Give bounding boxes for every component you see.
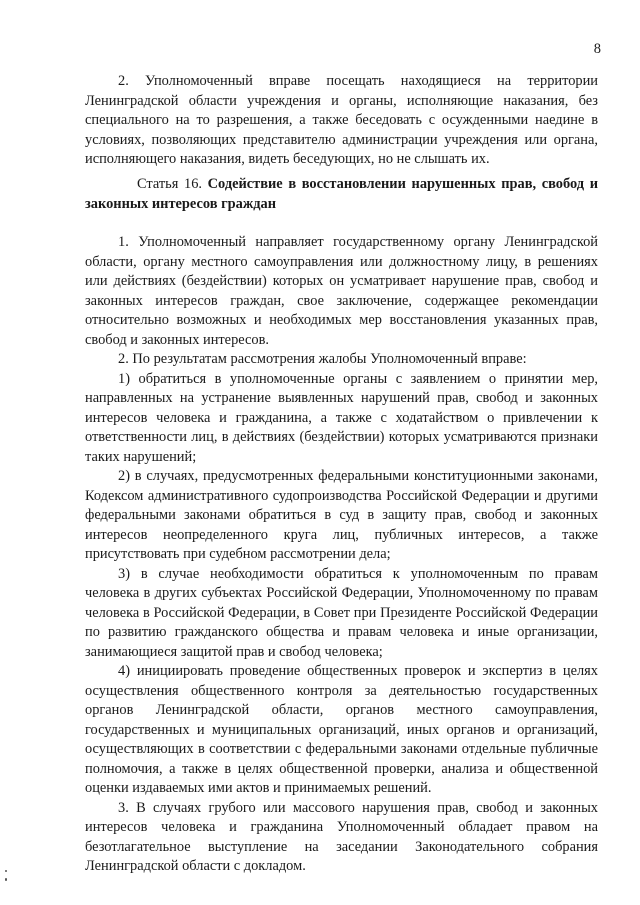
page-number: 8 [593, 41, 601, 57]
paragraph: 2. Уполномоченный вправе посещать находящиеся на территории Ленинградской области учреждения и органы, исполняющие наказания, без специального на то разрешения, а также беседовать с осужденными наедине в условиях, позволяющих представителю администрации учреждения или органа, исполняющего наказания, видеть беседующих, но не слышать их. [85, 73, 598, 167]
list-item: 3) в случае необходимости обратиться к уполномоченным по правам человека в других субъектах Российской Федерации, Уполномоченному по правам человека в Российской Федерации, в Совет при Президенте Российской Федерации по развитию гражданского общества и правам человека и иные организации, занимающиеся защитой прав и свобод человека; [85, 565, 598, 660]
paragraph: 1. Уполномоченный направляет государственному органу Ленинградской области, органу местного самоуправления или должностному лицу, в решениях или действиях (бездействии) которых он усматривает нарушение прав, свобод и законных интересов граждан, свое заключение, содержащее рекомендации относительно возможных и необходимых мер восстановления указанных прав, свобод и законных интересов. [85, 234, 598, 348]
list-item: 4) инициировать проведение общественных проверок и экспертиз в целях осуществления общественного контроля за деятельностью государственных органов Ленинградской области, органов местного самоуправления, государственных и муниципальных организаций, иных органов и организаций, осуществляющих в соответствии с федеральными законами отдельные публичные полномочия, а также в целях общественной проверки, анализа и общественной оценки издаваемых ими актов и принимаемых решений. [85, 663, 598, 796]
list-item: 2) в случаях, предусмотренных федеральными конституционными законами, Кодексом административного судопроизводства Российской Федерации и другими федеральными законами обратиться в суд в защиту прав, свобод и законных интересов неопределенного круга лиц, публичных интересов, а также присутствовать при судебном рассмотрении дела; [85, 468, 598, 562]
list-item: 1) обратиться в уполномоченные органы с заявлением о принятии мер, направленных на устранение выявленных нарушений прав, свобод и законных интересов человека и гражданина, а также с ходатайством о привлечении к ответственности лиц, в действиях (бездействии) которых усматриваются признаки таких нарушений; [85, 370, 598, 465]
article-title: Содействие в восстановлении нарушенных прав, свобод и законных интересов граждан [85, 176, 598, 212]
article-heading [85, 175, 598, 214]
scan-speck [5, 870, 7, 872]
section-before [85, 72, 598, 170]
article-heading-block [85, 175, 598, 214]
article-body [85, 233, 598, 877]
article-label: Статья 16. [137, 176, 202, 192]
paragraph: 3. В случаях грубого или массового нарушения прав, свобод и законных интересов человека и гражданина Уполномоченный обладает правом на безотлагательное выступление на заседании Законодательного собрания Ленинградской области с докладом. [85, 799, 598, 874]
scan-speck [5, 878, 7, 881]
paragraph: 2. По результатам рассмотрения жалобы Уполномоченный вправе: [118, 351, 527, 367]
